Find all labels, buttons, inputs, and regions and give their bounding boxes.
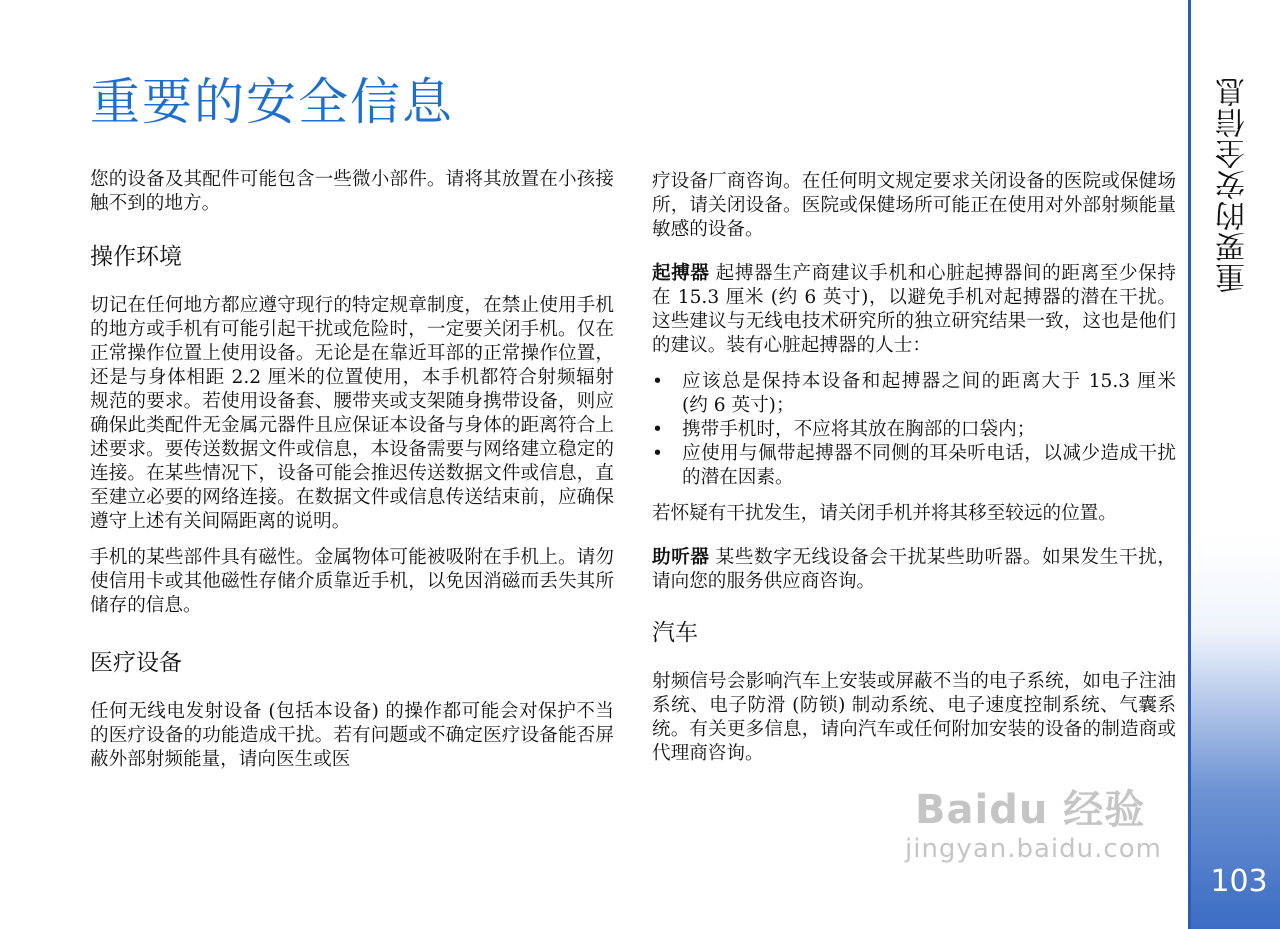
pacemaker-term: 起搏器 — [652, 263, 710, 284]
medical-devices-continued-paragraph: 疗设备厂商咨询。在任何明文规定要求关闭设备的医院或保健场所，请关闭设备。医院或保健场所可能正在使用对外部射频能量敏感的设备。 — [652, 171, 1176, 240]
list-item: • 携带手机时，不应将其放在胸部的口袋内； — [652, 419, 1036, 440]
medical-devices-paragraph: 任何无线电发射设备 (包括本设备) 的操作都可能会对保护不当的医疗设备的功能造成干扰。若有问题或不确定医疗设备能否屏蔽外部射频能量，请向医生或医 — [90, 701, 614, 770]
operating-environment-paragraph-2: 手机的某些部件具有磁性。金属物体可能被吸附在手机上。请勿使信用卡或其他磁性存储介质靠近手机，以免因消磁而丢失其所储存的信息。 — [90, 547, 614, 616]
bullet-icon: • — [652, 443, 663, 464]
hearing-aid-term: 助听器 — [652, 547, 710, 568]
list-item: • 应该总是保持本设备和起搏器之间的距离大于 15.3 厘米 (约 6 英寸)； — [652, 371, 1176, 416]
page-title: 重要的安全信息 — [90, 73, 454, 131]
hearing-aid-text: 某些数字无线设备会干扰某些助听器。如果发生干扰，请向您的服务供应商咨询。 — [652, 547, 1176, 592]
page-number: 103 — [1210, 864, 1268, 899]
operating-environment-paragraph-1: 切记在任何地方都应遵守现行的特定规章制度，在禁止使用手机的地方或手机有可能引起干扰或危险时，一定要关闭手机。仅在正常操作位置上使用设备。无论是在靠近耳部的正常操作位置，还是与身体相距 2.2 厘米的位置使用，本手机都符合射频辐射规范的要求。若使用设备套、腰带夹或支架随身携带设备，则应确保此类配件无金属元器件且应保证本设备与身体的距离符合上述要求。要传送数据文件或信息，本设备需要与网络建立稳定的连接。在某些情况下，设备可能会推迟传送数据文件或信息，直至建立必要的网络连接。在数据文件或信息传送结束前，应确保遵守上述有关间隔距离的说明。 — [90, 295, 614, 532]
hearing-aid-paragraph — [652, 546, 1176, 594]
watermark — [905, 778, 1205, 878]
bullet-icon: • — [652, 371, 663, 392]
section-heading-operating-environment: 操作环境 — [90, 244, 182, 270]
left-column — [90, 168, 614, 784]
section-heading-medical-devices: 医疗设备 — [90, 650, 182, 676]
watermark-logo: Baidu 经验 — [915, 787, 1146, 833]
right-column — [652, 170, 1176, 778]
list-item: • 应使用与佩带起搏器不同侧的耳朵听电话，以减少造成干扰的潜在因素。 — [652, 443, 1176, 488]
pacemaker-bullet-list — [652, 370, 1176, 490]
intro-paragraph: 您的设备及其配件可能包含一些微小部件。请将其放置在小孩接触不到的地方。 — [90, 169, 614, 214]
section-heading-vehicles: 汽车 — [652, 620, 698, 646]
pacemaker-after-paragraph: 若怀疑有干扰发生，请关闭手机并将其移至较远的位置。 — [652, 503, 1117, 524]
bullet-icon: • — [652, 419, 663, 440]
watermark-url: jingyan.baidu.com — [905, 834, 1162, 864]
pacemaker-paragraph — [652, 262, 1176, 358]
pacemaker-text: 起搏器生产商建议手机和心脏起搏器间的距离至少保持在 15.3 厘米 (约 6 英寸)，以避免手机对起搏器的潜在干扰。这些建议与无线电技术研究所的独立研究结果一致，这也是他们的建议。装有心脏起搏器的人士： — [652, 263, 1176, 356]
side-title: 重要的安全信息 — [1216, 76, 1251, 293]
vehicles-paragraph: 射频信号会影响汽车上安装或屏蔽不当的电子系统，如电子注油系统、电子防滑 (防锁) 制动系统、电子速度控制系统、气囊系统。有关更多信息，请向汽车或任何附加安装的设备的制造商或代理商咨询。 — [652, 671, 1176, 764]
